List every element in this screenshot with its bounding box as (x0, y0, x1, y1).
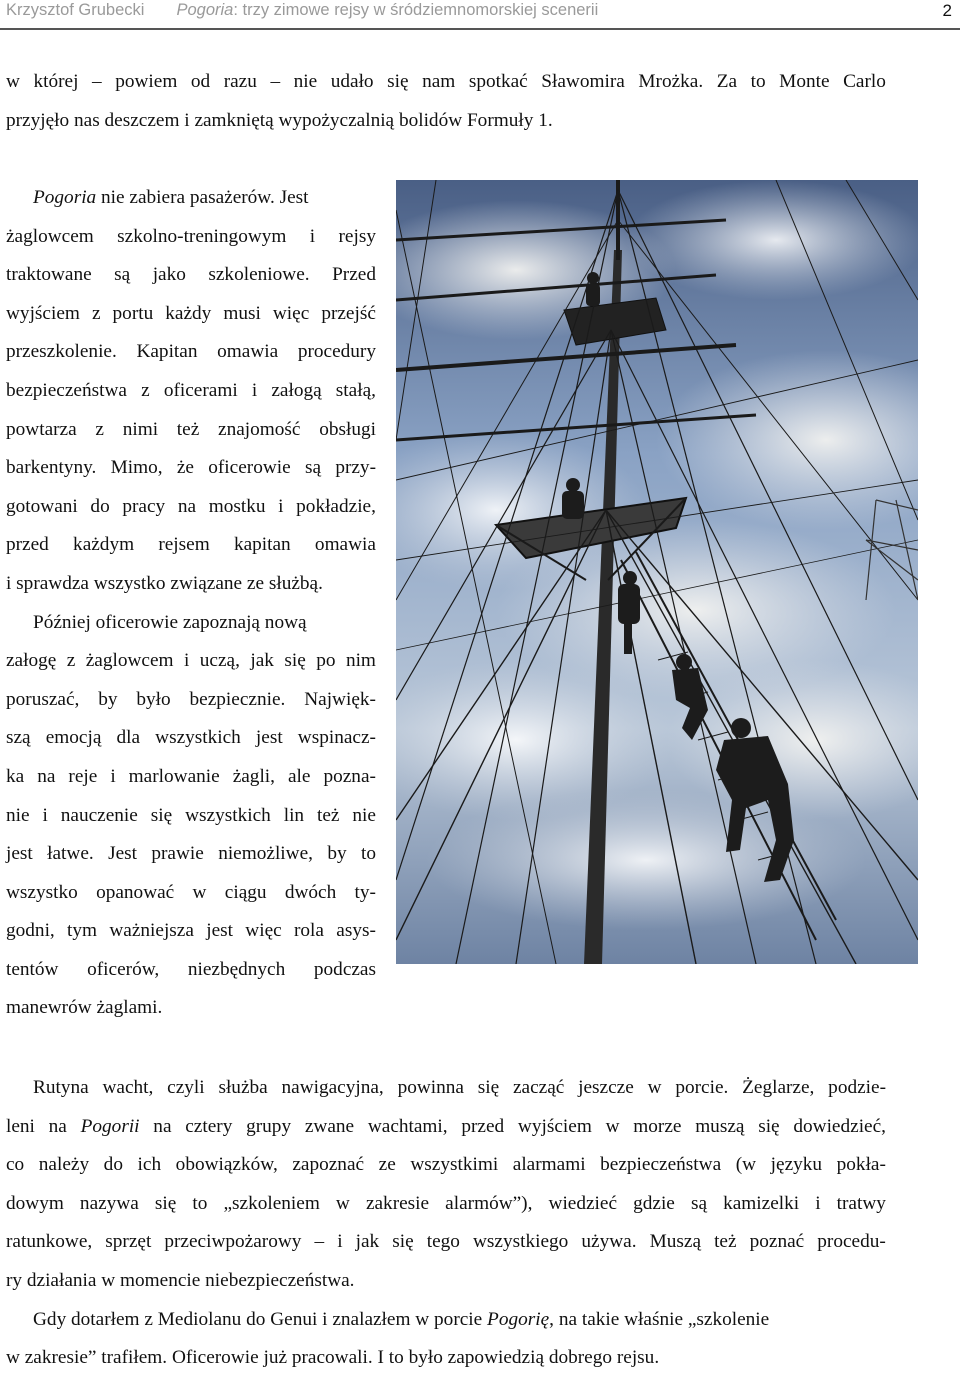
left-line: i sprawdza wszystko związane ze służbą. (6, 572, 323, 594)
bottom-line-part: na cztery grupy zwane wachtami, przed wyjściem w morze muszą się dowiedzieć, (139, 1115, 886, 1137)
left-line: manewrów żaglami. (6, 997, 163, 1019)
bottom-line-part: leni na (6, 1115, 81, 1137)
running-header (6, 0, 954, 27)
ship-name-accusative: Pogorię (487, 1308, 550, 1330)
intro-line-2: przyjęło nas deszczem i zamkniętą wypożyczalnią bolidów Formuły 1. (6, 109, 553, 131)
left-line: jest łatwe. Jest prawie niemożliwe, by to (6, 843, 376, 865)
left-line-1 (6, 179, 376, 218)
page-number: 2 (942, 1, 952, 20)
bottom-line-part: Gdy dotarłem z Mediolanu do Genui i znalazłem w porcie (33, 1308, 488, 1330)
rigging-photo (396, 180, 918, 964)
bottom-line: Rutyna wacht, czyli służba nawigacyjna, powinna się zacząć jeszcze w porcie. Żeglarze, podzie- (33, 1077, 886, 1098)
bottom-line-part: , na takie właśnie „szkolenie (549, 1308, 770, 1330)
left-line: tentów oficerów, niezbędnych podczas (6, 958, 376, 980)
left-line: nie i nauczenie się wszystkich lin też nie (6, 804, 376, 826)
left-line: Później oficerowie zapoznają nową (33, 611, 307, 633)
left-line: poruszać, by było bezpiecznie. Najwięk- (6, 688, 376, 710)
header-title (176, 1, 598, 20)
left-line: przed każdym rejsem kapitan omawia (6, 534, 376, 556)
intro-paragraph (6, 63, 886, 140)
left-line: załogę z żaglowcem i uczą, jak się po nim (6, 650, 376, 672)
header-author: Krzysztof Grubecki (6, 1, 145, 19)
left-line: szą emocją dla wszystkich jest wspinacz- (6, 727, 376, 749)
left-column-text (6, 179, 376, 1028)
rigging-illustration (396, 180, 918, 964)
bottom-text (6, 1069, 886, 1378)
bottom-line: ratunkowe, sprzęt przeciwpożarowy – i jak się tego wszystkiego używa. Muszą też poznać procedu- (6, 1231, 886, 1253)
bottom-line (6, 1108, 886, 1147)
left-line: wyjściem z portu każdy musi więc przejść (6, 302, 376, 324)
bottom-line: co należy do ich obowiązków, zapoznać ze wszystkimi alarmami bezpieczeństwa (w języku pokła- (6, 1154, 886, 1176)
bottom-line: dowym nazywa się to „szkoleniem w zakresie alarmów”), wiedzieć gdzie są kamizelki i tratwy (6, 1192, 886, 1214)
left-line-1-rest: nie zabiera pasażerów. Jest (96, 187, 309, 208)
left-line: bezpieczeństwa z oficerami i załogą stałą, (6, 379, 376, 401)
intro-line-1: w której – powiem od razu – nie udało się nam spotkać Sławomira Mrożka. Za to Monte Carlo (6, 71, 886, 92)
bottom-line (6, 1301, 886, 1340)
bottom-line: ry działania w momencie niebezpieczeństwa. (6, 1269, 355, 1291)
left-line: przeszkolenie. Kapitan omawia procedury (6, 341, 376, 363)
left-line: wszystko opanować w ciągu dwóch ty- (6, 881, 376, 903)
left-line: ka na reje i marlowanie żagli, ale pozna- (6, 765, 376, 787)
ship-name-inflected: Pogorii (80, 1115, 140, 1137)
header-rule (0, 28, 960, 30)
left-line: żaglowcem szkolno-treningowym i rejsy (6, 225, 376, 247)
bottom-line: w zakresie” trafiłem. Oficerowie już pracowali. I to było zapowiedzią dobrego rejsu. (6, 1347, 660, 1369)
header-title-rest: : trzy zimowe rejsy w śródziemnomorskiej scenerii (233, 1, 599, 19)
left-line: godni, tym ważniejsza jest więc rola asys- (6, 920, 376, 942)
left-line: traktowane są jako szkoleniowe. Przed (6, 264, 376, 286)
left-line: gotowani do pracy na mostku i pokładzie, (6, 495, 376, 517)
left-line: powtarza z nimi też znajomość obsługi (6, 418, 376, 440)
header-title-ship: Pogoria (176, 1, 234, 19)
ship-name: Pogoria (33, 187, 97, 208)
left-line: barkentyny. Mimo, że oficerowie są przy- (6, 457, 376, 479)
